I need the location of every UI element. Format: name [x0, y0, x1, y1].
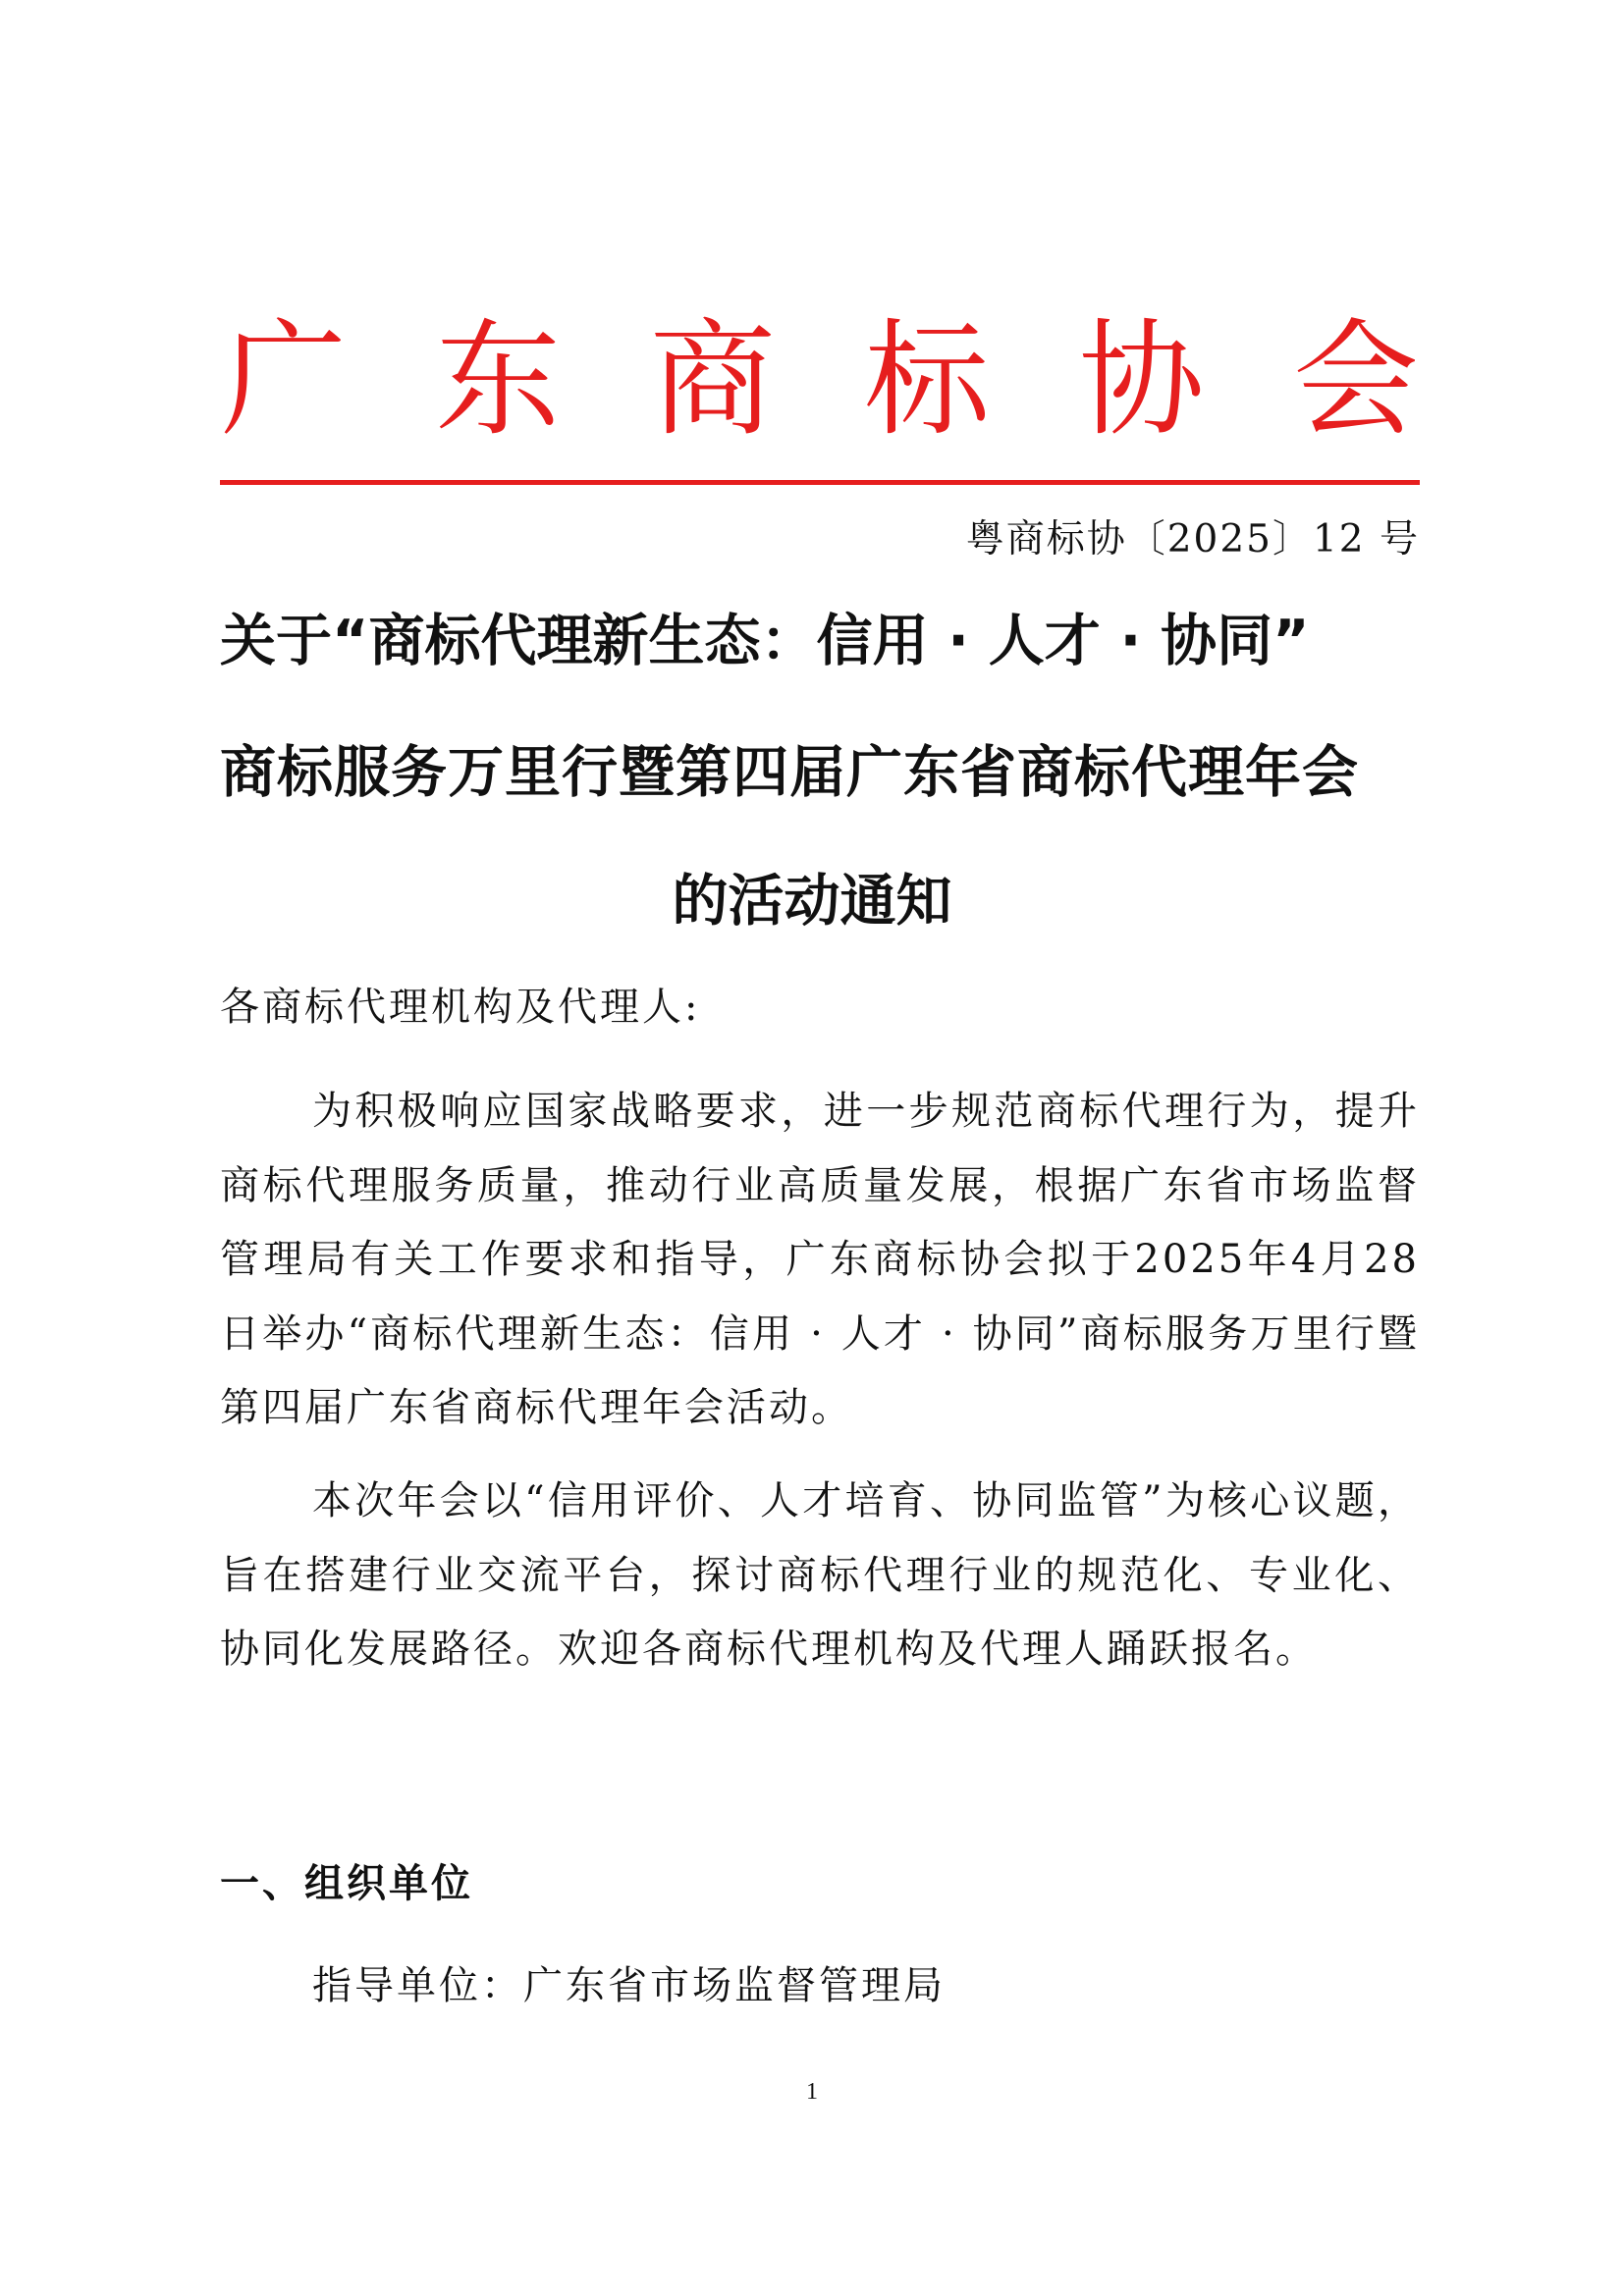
salutation: 各商标代理机构及代理人: — [220, 985, 701, 1030]
letterhead-char: 商 — [649, 307, 776, 454]
body-paragraph: 为积极响应国家战略要求，进一步规范商标代理行为，提升商标代理服务质量，推动行业高质量发展，根据广东省市场监督管理局有关工作要求和指导，广东商标协会拟于2025年4月28日举办“商标代理新生态：信用 · 人才 · 协同”商标服务万里行暨第四届广东省商标代理年会活动。 — [220, 1089, 1420, 1430]
document-title-line-2: 商标服务万里行暨第四届广东省商标代理年会 — [220, 740, 1359, 805]
document-title-line-3: 的活动通知 — [672, 869, 952, 934]
body-paragraph: 本次年会以“信用评价、人才培育、协同监管”为核心议题，旨在搭建行业交流平台，探讨商标代理行业的规范化、专业化、协同化发展路径。欢迎各商标代理机构及代理人踊跃报名。 — [220, 1478, 1420, 1672]
document-number: 粤商标协〔2025〕12 号 — [965, 517, 1420, 561]
letterhead-org-name — [221, 307, 1419, 454]
page-number: 1 — [806, 2079, 818, 2105]
letterhead-char: 东 — [435, 307, 562, 454]
document-title-line-1: 关于“商标代理新生态：信用 · 人才 · 协同” — [220, 609, 1310, 673]
section-heading: 一、组织单位 — [220, 1861, 473, 1906]
letterhead-char: 标 — [864, 307, 991, 454]
section-item: 指导单位：广东省市场监督管理局 — [312, 1963, 946, 2008]
letterhead-divider — [220, 480, 1420, 485]
letterhead-char: 会 — [1292, 307, 1419, 454]
letterhead-char: 协 — [1078, 307, 1205, 454]
letterhead-char: 广 — [221, 307, 348, 454]
